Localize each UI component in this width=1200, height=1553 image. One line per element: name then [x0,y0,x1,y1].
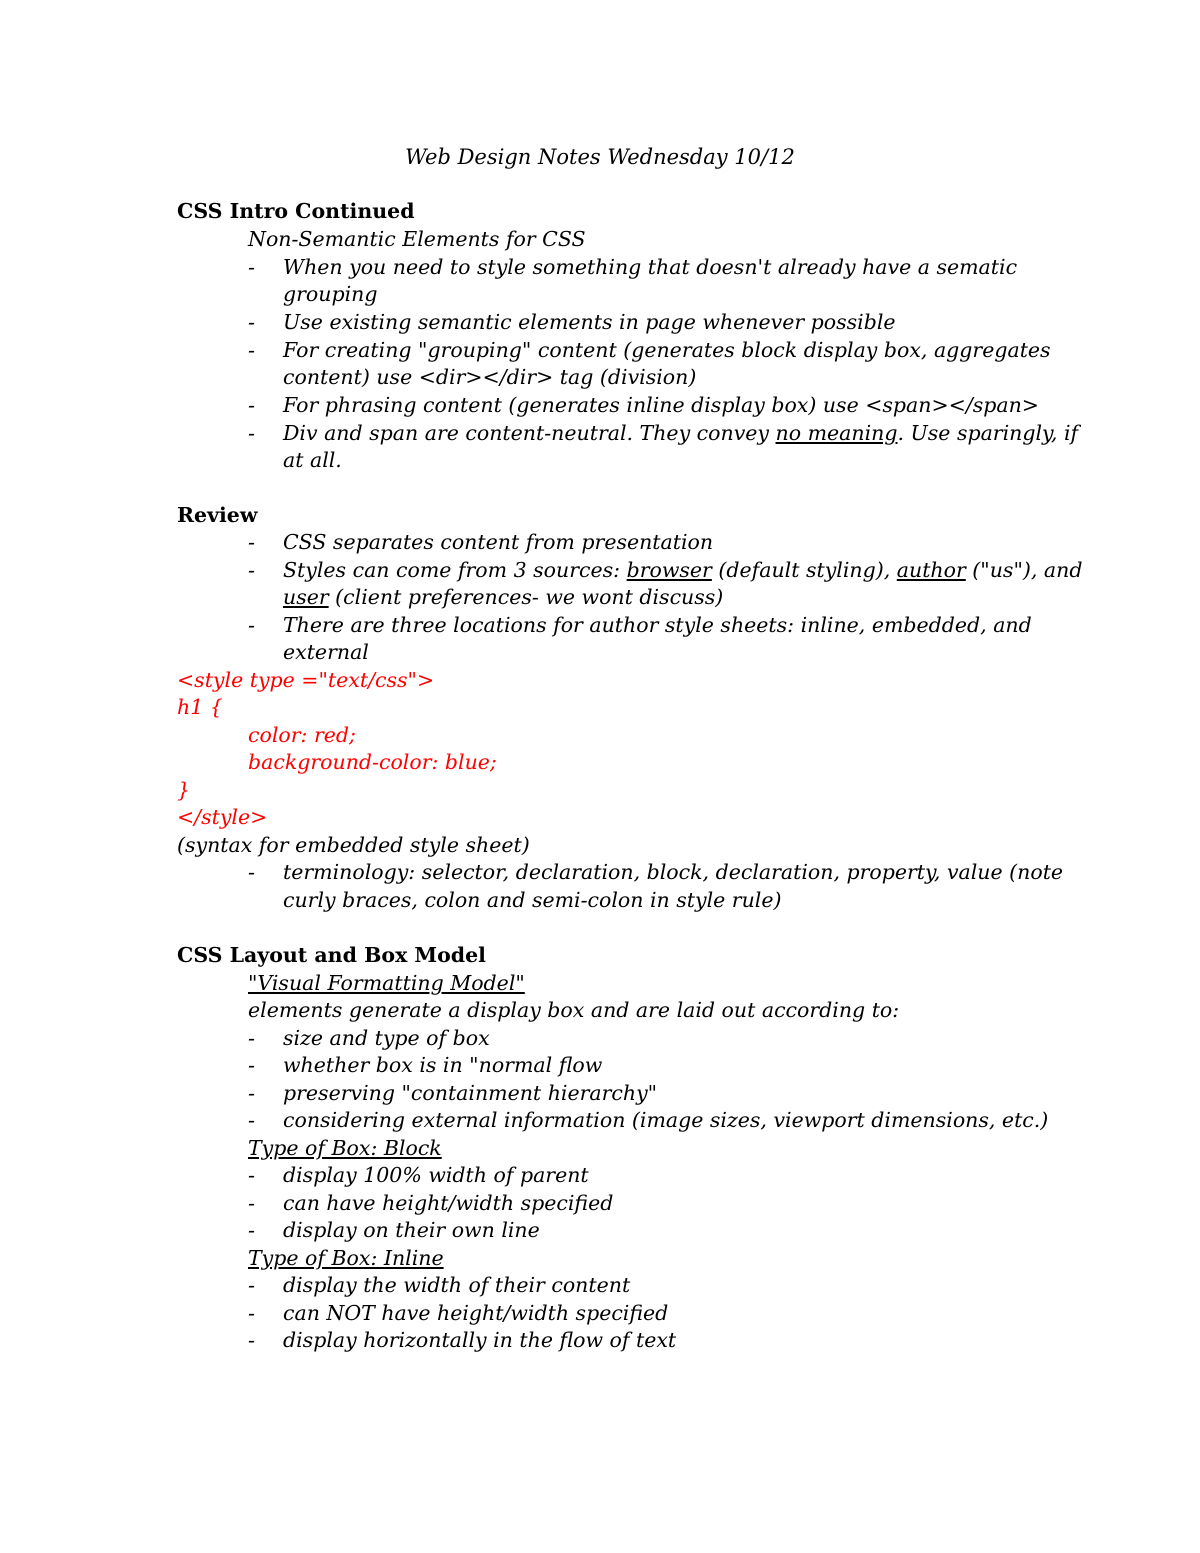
underlined-text: browser [626,558,712,582]
underlined-text: user [283,585,329,609]
list-item: - display on their own line [248,1218,540,1242]
subheading-inline-box: Type of Box: Inline [248,1246,444,1270]
dash-bullet: - [248,1108,255,1132]
section-heading-css-intro: CSS Intro Continued [177,199,415,223]
dash-bullet: - [248,1081,255,1105]
list-item-continuation: grouping [283,282,378,306]
list-item: - Div and span are content-neutral. They convey no meaning. Use sparingly, if [248,421,1079,445]
dash-bullet: - [248,558,255,582]
dash-bullet: - [248,393,255,417]
code-line: } [177,778,191,802]
dash-bullet: - [248,255,255,279]
list-item: - considering external information (image sizes, viewport dimensions, etc.) [248,1108,1049,1132]
list-item-continuation: user (client preferences- we wont discuss) [283,585,724,609]
code-line: color: red; [248,723,356,747]
subheading-non-semantic: Non-Semantic Elements for CSS [248,227,586,251]
list-item: - display horizontally in the flow of text [248,1328,677,1352]
dash-bullet: - [248,613,255,637]
code-line: h1 { [177,695,223,719]
subheading-block-box: Type of Box: Block [248,1136,442,1160]
dash-bullet: - [248,310,255,334]
document-title: Web Design Notes Wednesday 10/12 [405,145,795,169]
dash-bullet: - [248,530,255,554]
underlined-text: author [896,558,966,582]
list-item-continuation: content) use <dir></dir> tag (division) [283,365,697,389]
list-item: - For phrasing content (generates inline display box) use <span></span> [248,393,1039,417]
underlined-text: no meaning [775,421,898,445]
list-item: - CSS separates content from presentation [248,530,714,554]
list-item: - Use existing semantic elements in page whenever possible [248,310,896,334]
subheading-visual-formatting-model: "Visual Formatting Model" [248,971,525,995]
dash-bullet: - [248,421,255,445]
dash-bullet: - [248,1026,255,1050]
intro-text: elements generate a display box and are laid out according to: [248,998,900,1022]
list-item: - Styles can come from 3 sources: browser (default styling), author ("us"), and [248,558,1083,582]
dash-bullet: - [248,860,255,884]
dash-bullet: - [248,1163,255,1187]
dash-bullet: - [248,1273,255,1297]
dash-bullet: - [248,1218,255,1242]
section-heading-review: Review [177,503,258,527]
list-item: - size and type of box [248,1026,490,1050]
code-line: background-color: blue; [248,750,497,774]
list-item: - When you need to style something that doesn't already have a sematic [248,255,1018,279]
list-item: - display 100% width of parent [248,1163,589,1187]
list-item: - can NOT have height/width specified [248,1301,669,1325]
list-item-continuation: at all. [283,448,342,472]
list-item: - display the width of their content [248,1273,631,1297]
section-heading-css-layout: CSS Layout and Box Model [177,943,486,967]
dash-bullet: - [248,1191,255,1215]
syntax-note: (syntax for embedded style sheet) [177,833,530,857]
code-line: </style> [177,805,268,829]
dash-bullet: - [248,1301,255,1325]
list-item-continuation: external [283,640,369,664]
dash-bullet: - [248,1328,255,1352]
list-item-continuation: curly braces, colon and semi-colon in style rule) [283,888,782,912]
list-item: - whether box is in "normal flow [248,1053,603,1077]
list-item: - For creating "grouping" content (generates block display box, aggregates [248,338,1051,362]
list-item: - terminology: selector, declaration, block, declaration, property, value (note [248,860,1064,884]
code-line: <style type ="text/css"> [177,668,435,692]
dash-bullet: - [248,338,255,362]
list-item: - There are three locations for author style sheets: inline, embedded, and [248,613,1032,637]
list-item: - can have height/width specified [248,1191,614,1215]
list-item: - preserving "containment hierarchy" [248,1081,658,1105]
dash-bullet: - [248,1053,255,1077]
